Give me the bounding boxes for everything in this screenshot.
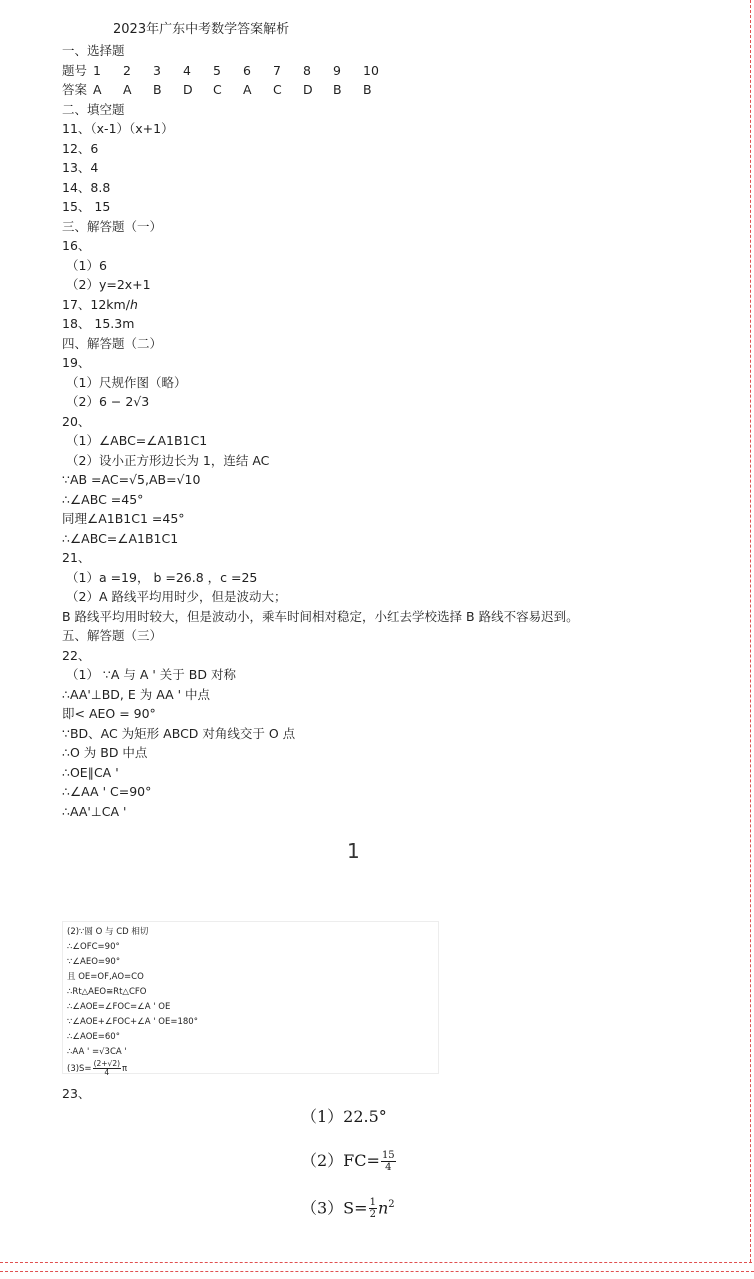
choice-answer-cell: B	[363, 82, 372, 97]
solution-line: ∴∠OFC=90°	[67, 942, 120, 952]
choice-answer-cell: D	[183, 82, 193, 97]
answer-line: ∴AA'⊥CA '	[62, 803, 127, 819]
answer-line: 13、4	[62, 160, 99, 175]
choice-answer-cell: C	[273, 82, 282, 97]
solution-line: ∵∠AEO=90°	[67, 957, 121, 967]
answer-line: ∴AA'⊥BD, E 为 AA ' 中点	[62, 686, 211, 702]
choice-answer-cell: B	[153, 82, 162, 97]
answer-line: 四、解答题（二）	[62, 335, 163, 351]
choice-number-cell: 8	[303, 62, 311, 78]
fraction-numerator: (2+√2)	[93, 1059, 121, 1068]
formula-suffix: π	[122, 1064, 128, 1074]
answer-line: 五、解答题（三）	[62, 628, 163, 643]
q23-answer-3-fraction	[369, 1197, 377, 1220]
q23-answer-3	[301, 1194, 395, 1220]
choice-answer-cell: A	[123, 82, 132, 97]
answer-line: ∴O 为 BD 中点	[62, 745, 148, 760]
answer-line: 一、选择题	[62, 43, 125, 58]
fraction-numerator: 15	[381, 1150, 395, 1161]
solution-area-formula	[67, 1060, 434, 1077]
answer-line: 同理∠A1B1C1 =45°	[62, 511, 185, 526]
answer-line: 二、填空题	[62, 101, 125, 117]
answer-line: 12、6	[62, 140, 99, 156]
answer-line: B 路线平均用时较大，但是波动小，乘车时间相对稳定，小红去学校选择 B 路线不容易迟到。	[62, 608, 579, 624]
q23-answer-2	[301, 1150, 397, 1173]
answer-line: ∴OE∥CA '	[62, 764, 119, 780]
solution-line: ∴∠AOE=60°	[67, 1032, 120, 1042]
answer-line: （1）a =19， b =26.8 ，c =25	[66, 569, 258, 585]
q23-label: 23、	[62, 1086, 91, 1101]
page-edge-bottom	[0, 1262, 752, 1263]
answer-line: 11、（x-1）（x+1）	[62, 121, 174, 136]
formula-prefix: (3)S=	[67, 1064, 92, 1074]
choice-number-cell: 10	[363, 62, 379, 78]
answer-line: （2）A 路线平均用时少，但是波动大；	[66, 589, 287, 604]
document-title: 2023年广东中考数学答案解析	[113, 22, 290, 37]
answer-line: （1）尺规作图（略）	[66, 374, 187, 390]
choice-number-cell: 1	[93, 62, 101, 78]
fraction-denominator: 2	[369, 1209, 376, 1221]
choice-answer-row	[62, 80, 742, 100]
solution-line: ∴∠AOE=∠FOC=∠A ' OE	[67, 1002, 171, 1012]
answer-line: 20、	[62, 413, 91, 429]
q23-answer-3-exponent: 2	[388, 1199, 395, 1210]
choice-number-header: 题号	[62, 62, 88, 78]
choice-number-cell: 9	[333, 62, 341, 78]
answer-line: 15、 15	[62, 199, 111, 214]
q23-answer-3-variable: n	[377, 1198, 389, 1218]
solution-line: 且 OE=OF,AO=CO	[67, 972, 144, 982]
solution-line: ∴Rt△AEO≅Rt△CFO	[67, 987, 147, 997]
q23-answer-3-prefix: （3）S=	[301, 1198, 368, 1218]
choice-answer-cell: A	[93, 82, 102, 97]
answer-line: （2）y=2x+1	[66, 277, 151, 292]
formula-fraction	[93, 1060, 121, 1077]
choice-answer-cell: C	[213, 82, 222, 97]
choice-number-cell: 7	[273, 62, 281, 78]
choice-answer-cell: B	[333, 82, 342, 97]
solution-22-2-image	[62, 921, 439, 1077]
answer-line: 即< AEO = 90°	[62, 706, 156, 721]
fraction-numerator: 1	[369, 1197, 376, 1209]
fraction-denominator: 4	[385, 1162, 392, 1173]
answer-lines	[62, 41, 742, 821]
page-edge-right	[750, 0, 751, 1262]
answer-line: （2）设小正方形边长为 1，连结 AC	[66, 452, 270, 468]
answer-line: 19、	[62, 355, 91, 370]
answer-line: 17、12km/ℎ	[62, 296, 138, 312]
answer-line: 22、	[62, 647, 91, 663]
page-edge-bottom-outer	[0, 1271, 754, 1272]
q23-answer-2-fraction	[381, 1150, 396, 1173]
choice-number-row	[62, 61, 742, 81]
answer-line: ∴∠ABC=∠A1B1C1	[62, 530, 179, 546]
page-number: 1	[347, 839, 360, 863]
choice-number-cell: 5	[213, 62, 221, 78]
q23-answer-1: （1）22.5°	[301, 1107, 387, 1126]
answer-line: ∵BD、AC 为矩形 ABCD 对角线交于 O 点	[62, 725, 296, 741]
answer-line: 21、	[62, 550, 91, 565]
answer-line: 16、	[62, 238, 91, 253]
choice-number-cell: 3	[153, 62, 161, 78]
answer-line: ∵AB =AC=√5,AB=√10	[62, 472, 201, 487]
choice-number-cell: 4	[183, 62, 191, 78]
solution-line: (2)∵圆 O 与 CD 相切	[67, 927, 149, 937]
solution-line: ∵∠AOE+∠FOC+∠A ' OE=180°	[67, 1017, 198, 1027]
choice-answer-header: 答案	[62, 82, 88, 97]
answer-line: （1）6	[66, 257, 107, 273]
answer-line: （1）∠ABC=∠A1B1C1	[66, 433, 208, 448]
answer-line: ∴∠AA ' C=90°	[62, 784, 152, 799]
answer-line: （1） ∵A 与 A ' 关于 BD 对称	[66, 667, 236, 682]
choice-number-cell: 6	[243, 62, 251, 78]
answer-line: （2）6 − 2√3	[66, 394, 150, 409]
choice-answer-cell: D	[303, 82, 313, 97]
answer-line: 18、 15.3m	[62, 316, 135, 331]
solution-line: ∴AA ' =√3CA '	[67, 1047, 127, 1057]
fraction-denominator: 4	[104, 1068, 110, 1077]
answer-line: 14、8.8	[62, 179, 111, 195]
q23-answer-2-prefix: （2）FC=	[301, 1151, 380, 1170]
choice-answer-cell: A	[243, 82, 252, 97]
answer-line: ∴∠ABC =45°	[62, 491, 144, 507]
choice-number-cell: 2	[123, 62, 131, 78]
answer-line: 三、解答题（一）	[62, 218, 163, 234]
